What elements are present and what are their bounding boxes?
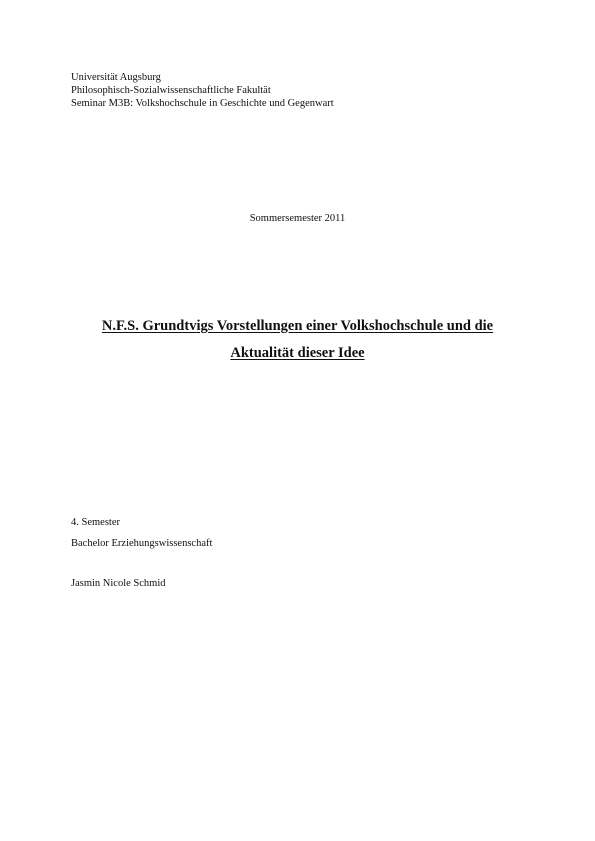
thesis-title-line-2: Aktualität dieser Idee [230, 345, 365, 361]
faculty-name: Philosophisch-Sozialwissenschaftliche Fakultät [71, 85, 271, 96]
author-name: Jasmin Nicole Schmid [71, 578, 166, 589]
institution-header [71, 71, 334, 110]
university-name: Universität Augsburg [71, 72, 161, 83]
semester-term: Sommersemester 2011 [249, 213, 346, 224]
thesis-title-line-1: N.F.S. Grundtvigs Vorstellungen einer Volkshochschule und die [101, 318, 494, 334]
thesis-title [40, 313, 555, 367]
student-semester: 4. Semester [71, 517, 120, 528]
student-degree: Bachelor Erziehungswissenschaft [71, 538, 213, 549]
seminar-name: Seminar M3B: Volkshochschule in Geschichte und Gegenwart [71, 98, 334, 109]
